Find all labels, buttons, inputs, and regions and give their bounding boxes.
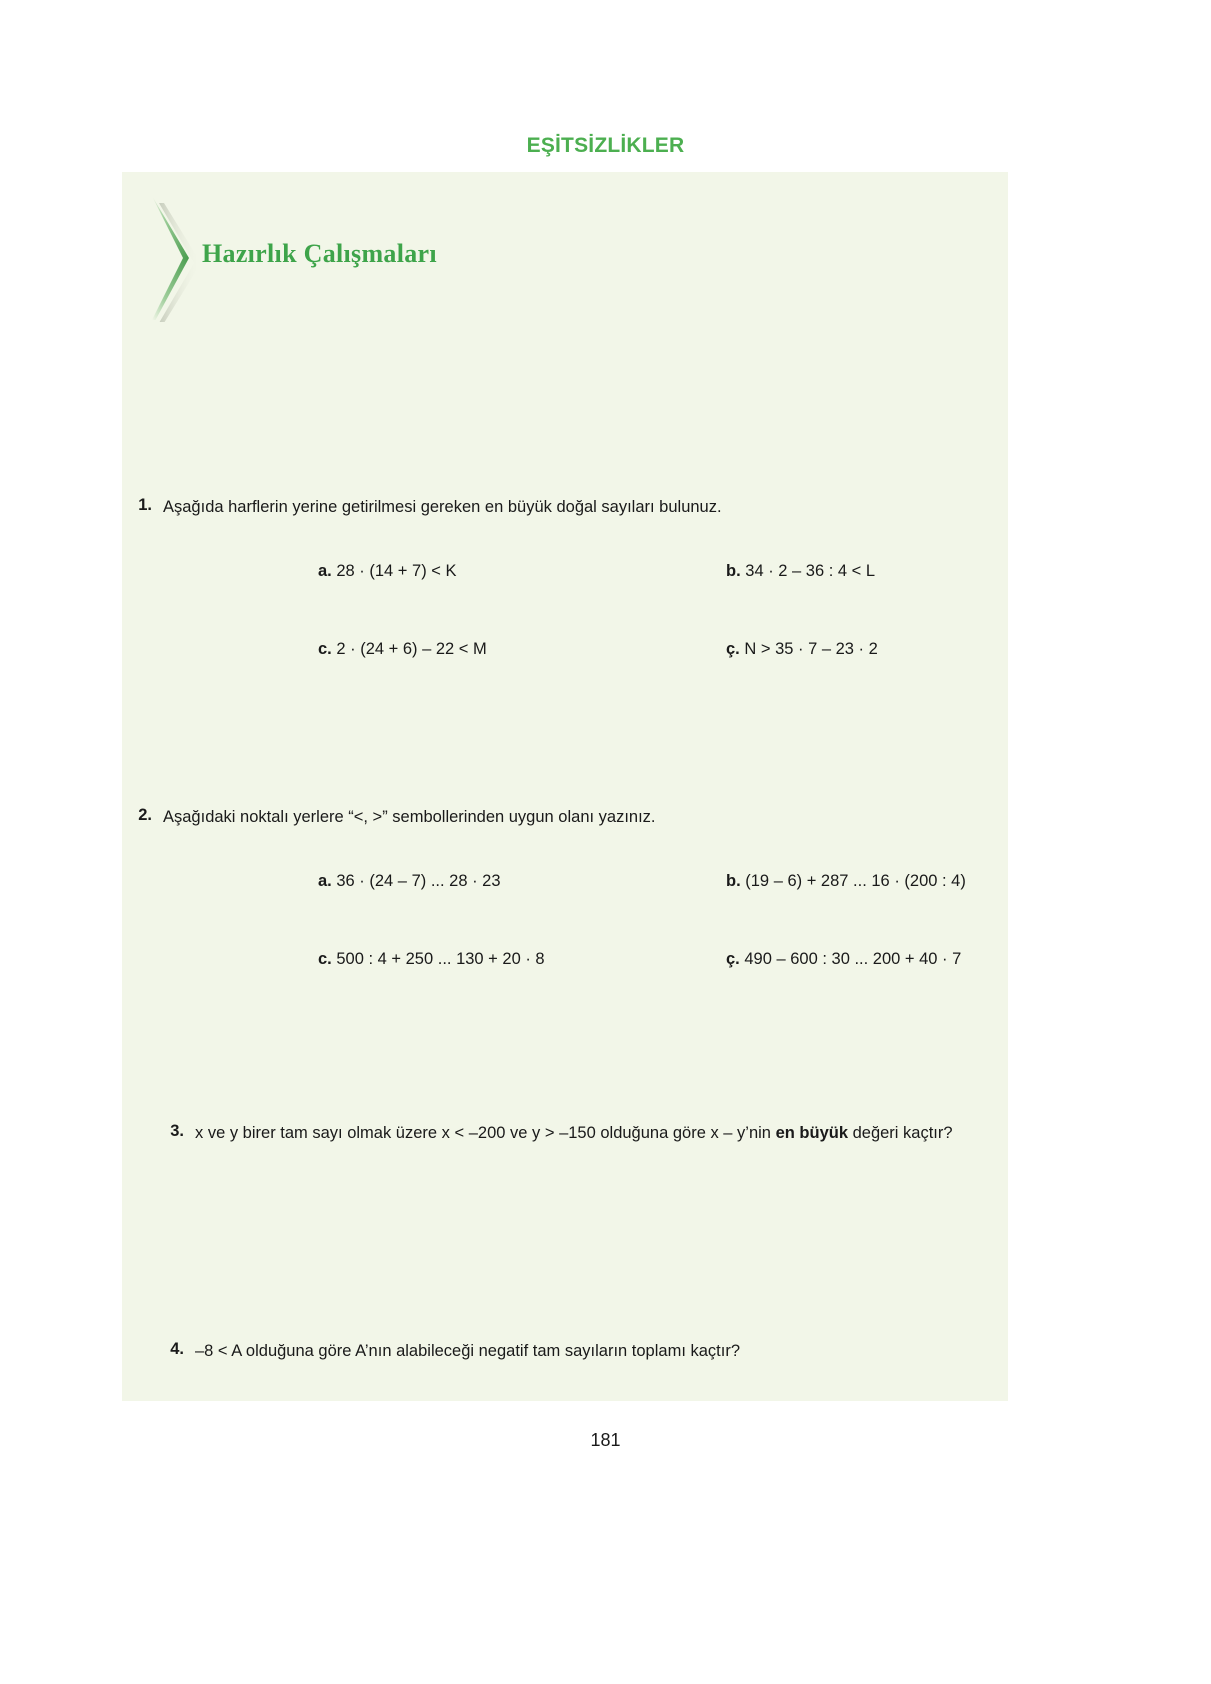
question-2-sub-cc-label: ç. [726,949,740,968]
question-2-sub-c [318,950,545,969]
page-title: EŞİTSİZLİKLER [526,134,685,157]
question-1 [122,496,1008,658]
question-1-sub-cc-text: N > 35 · 7 – 23 · 2 [744,639,878,658]
section-header [122,192,1008,322]
question-3-text-part2: değeri kaçtır? [848,1124,953,1142]
question-3-number: 3. [170,1122,184,1140]
question-2-sub-c-text: 500 : 4 + 250 ... 130 + 20 · 8 [336,949,545,968]
question-4 [122,1340,1008,1364]
question-2 [122,806,1008,968]
question-1-number: 1. [138,496,152,514]
question-1-sub-b-label: b. [726,561,741,580]
question-1-sub-cc-label: ç. [726,639,740,658]
question-2-number: 2. [138,806,152,824]
question-1-text: Aşağıda harflerin yerine getirilmesi gereken en büyük doğal sayıları bulunuz. [163,498,722,516]
question-4-text: –8 < A olduğuna göre A’nın alabileceği negatif tam sayıların toplamı kaçtır? [195,1342,740,1360]
question-2-sub-b [726,872,966,891]
question-3 [122,1122,1008,1146]
content-panel [122,172,1008,1401]
question-1-sub-cc [726,640,878,659]
question-3-text-emphasis: en büyük [775,1124,849,1142]
question-2-sub-a-text: 36 · (24 – 7) ... 28 · 23 [336,871,501,890]
question-1-sub-a-label: a. [318,561,332,580]
question-1-sub-c-label: c. [318,639,332,658]
question-2-sub-cc [726,950,961,969]
section-title: Hazırlık Çalışmaları [202,239,437,268]
question-2-sub-b-text: (19 – 6) + 287 ... 16 · (200 : 4) [745,871,966,890]
question-1-sub-b-text: 34 · 2 – 36 : 4 < L [745,561,876,580]
question-2-text: Aşağıdaki noktalı yerlere “<, >” sembollerinden uygun olanı yazınız. [163,808,656,826]
question-1-sub-b [726,562,875,581]
question-2-sub-c-label: c. [318,949,332,968]
question-3-text [195,1122,1008,1146]
question-2-sub-cc-text: 490 – 600 : 30 ... 200 + 40 · 7 [744,949,962,968]
question-2-sub-b-label: b. [726,871,741,890]
question-1-sub-a [318,562,457,581]
question-2-sub-a [318,872,501,891]
question-4-number: 4. [170,1340,184,1358]
page-number: 181 [590,1430,621,1450]
question-1-sub-a-text: 28 · (14 + 7) < K [336,561,457,580]
question-1-sub-c [318,640,487,659]
question-1-sub-c-text: 2 · (24 + 6) – 22 < M [336,639,487,658]
question-2-sub-a-label: a. [318,871,332,890]
question-3-text-part1: x ve y birer tam sayı olmak üzere x < –200 ve y > –150 olduğuna göre x – y’nin [195,1124,776,1142]
